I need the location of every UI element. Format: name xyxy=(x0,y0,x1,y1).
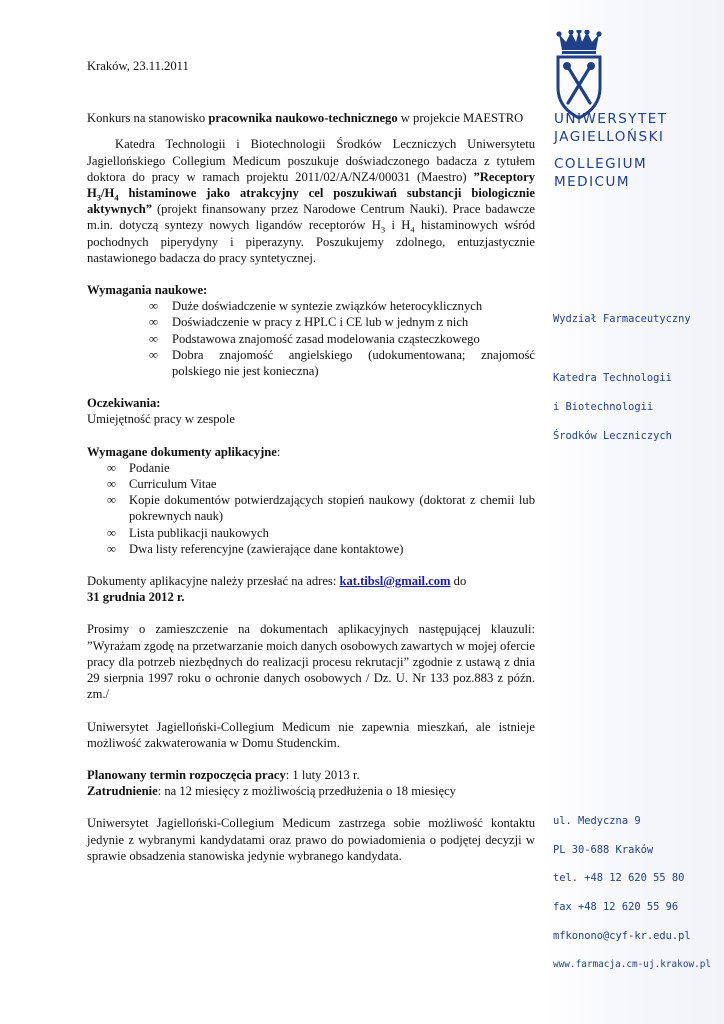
housing-note: Uniwersytet Jagielloński-Collegium Medicum nie zapewnia mieszkań, ale istnieje możliwość zakwaterowania w Domu Studenckim. xyxy=(87,719,535,750)
documents-list xyxy=(87,460,535,557)
list-item: ∞ Dobra znajomość angielskiego (udokumentowana; znajomość polskiego nie jest konieczna) xyxy=(149,347,535,379)
intro-part-3: i H xyxy=(385,218,411,233)
contact-fax: fax +48 12 620 55 96 xyxy=(553,901,679,913)
subject-pre: Konkurs na stanowisko xyxy=(87,111,209,126)
letter-body xyxy=(87,58,535,864)
letter-subject xyxy=(87,110,535,126)
intro-part-4: histaminowych wśród pochodnych piperydyny i piperazyny. Poszukujemy zdolnego, entuzjastycznie nastawionego badacza do pracy syntetycznej. xyxy=(87,218,535,265)
project-title-1: ”Receptory H xyxy=(87,169,535,201)
contact-email[interactable]: mfkonono@cyf-kr.edu.pl xyxy=(553,930,691,942)
list-item: ∞ Doświadczenie w pracy z HPLC i CE lub w jednym z nich xyxy=(149,315,469,330)
start-date: Planowany termin rozpoczęcia pracy: 1 luty 2013 r. xyxy=(87,767,360,782)
deadline: 31 grudnia 2012 r. xyxy=(87,590,185,605)
project-sub-4: 4 xyxy=(114,192,119,203)
bullet-icon: ∞ xyxy=(149,331,158,346)
consent-clause: Prosimy o zamieszczenie na dokumentach aplikacyjnych następującej klauzuli: ”Wyrażam zgodę na przetwarzanie moich danych osobowych zawartych w mojej ofercie pracy dla potrzeb niezbędnych do realizacji procesu rekrutacji” zgodnie z ustawą z dnia 29 sierpnia 1997 roku o ochronie danych osobowych / Dz. U. Nr 133 poz.883 z późn. zm./ xyxy=(87,622,535,702)
subject-post: w projekcie MAESTRO xyxy=(397,111,524,126)
letter-date: Kraków, 23.11.2011 xyxy=(87,59,189,73)
send-instructions: Dokumenty aplikacyjne należy przesłać na adres: kat.tibsl@gmail.com do xyxy=(87,574,467,589)
bullet-icon: ∞ xyxy=(107,493,116,508)
faculty-name: Wydział Farmaceutyczny xyxy=(553,313,691,325)
contact-phone: tel. +48 12 620 55 80 xyxy=(553,872,685,884)
project-title-3: histaminowe jako atrakcyjny cel poszukiwań substancji biologicznie aktywnych” xyxy=(87,186,535,217)
employment-term: Zatrudnienie: na 12 miesięcy z możliwością przedłużenia o 18 miesięcy xyxy=(87,784,456,799)
list-item: ∞ Podstawowa znajomość zasad modelowania cząsteczkowego xyxy=(149,331,480,346)
requirements-heading: Wymagania naukowe: xyxy=(87,283,208,298)
university-name-line-2: JAGIELLOŃSKI xyxy=(554,129,665,145)
bullet-icon: ∞ xyxy=(149,315,158,330)
bullet-icon: ∞ xyxy=(107,460,116,475)
intro-paragraph xyxy=(87,136,535,266)
subject-position: pracownika naukowo-technicznego xyxy=(208,111,398,126)
bullet-icon: ∞ xyxy=(107,541,116,556)
requirements-list xyxy=(87,298,535,379)
university-name xyxy=(554,110,668,191)
department-line-3: Środków Leczniczych xyxy=(553,430,672,442)
bullet-icon: ∞ xyxy=(149,299,158,314)
application-email-link[interactable]: kat.tibsl@gmail.com xyxy=(339,574,451,589)
collegium-line-2: MEDICUM xyxy=(554,174,631,190)
list-item: ∞ Duże doświadczenie w syntezie związków heterocyklicznych xyxy=(149,299,483,314)
bullet-icon: ∞ xyxy=(149,347,158,362)
address-postcode: PL 30-688 Kraków xyxy=(553,844,654,856)
closing-paragraph: Uniwersytet Jagielloński-Collegium Medicum zastrzega sobie możliwość kontaktu jedynie z wybranymi kandydatami oraz prawo do powiadomienia o podjętej decyzji w sprawie obsadzenia stanowiska jedynie wybranego kandydata. xyxy=(87,816,535,863)
list-item: ∞ Podanie xyxy=(107,460,170,475)
list-item: ∞ Dwa listy referencyjne (zawierające dane kontaktowe) xyxy=(107,541,404,556)
project-sub-3: 3 xyxy=(96,192,102,203)
documents-heading: Wymagane dokumenty aplikacyjne: xyxy=(87,444,281,459)
expectations-heading: Oczekiwania: xyxy=(87,396,161,411)
department-line-2: i Biotechnologii xyxy=(553,401,654,413)
project-title-2: /H xyxy=(101,186,115,201)
list-item: ∞ Curriculum Vitae xyxy=(107,477,217,492)
address-street: ul. Medyczna 9 xyxy=(553,815,641,827)
department-line-1: Katedra Technologii xyxy=(553,372,672,384)
receptor-sub-3: 3 xyxy=(380,224,386,235)
list-item: ∞ Lista publikacji naukowych xyxy=(107,525,269,540)
intro-part-1: Katedra Technologii i Biotechnologii Środków Leczniczych Uniwersytetu Jagiellońskiego Collegium Medicum poszukuje doświadczonego badacza z tytułem doktora do pracy w ramach projektu 2011/02/A/NZ4/00031 (Maestro) xyxy=(87,137,535,184)
receptor-sub-4: 4 xyxy=(410,224,415,235)
intro-part-2: (projekt finansowany przez Narodowe Centrum Nauki). Prace badawcze m.in. dotyczą syntezy nowych ligandów receptorów H xyxy=(87,202,535,233)
collegium-line-1: COLLEGIUM xyxy=(554,156,648,172)
expectations-text: Umiejętność pracy w zespole xyxy=(87,412,235,427)
bullet-icon: ∞ xyxy=(107,477,116,492)
university-name-line-1: UNIWERSYTET xyxy=(554,111,668,127)
contact-website[interactable]: www.farmacja.cm-uj.krakow.pl xyxy=(553,959,712,970)
university-crest-icon xyxy=(555,30,603,120)
list-item: ∞ Kopie dokumentów potwierdzających stopień naukowy (doktorat z chemii lub pokrewnych nauk) xyxy=(107,493,535,524)
bullet-icon: ∞ xyxy=(107,525,116,540)
